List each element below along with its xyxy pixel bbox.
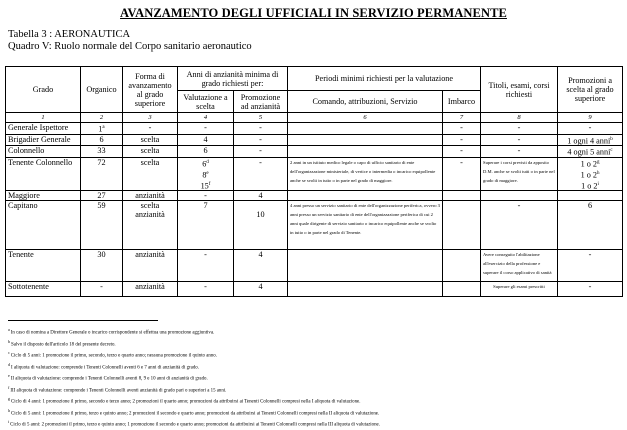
header-valutazione: Valutazione a scelta [178,91,234,113]
cell-organico: 59 [81,201,123,250]
cell-grado: Tenente Colonnello [6,158,81,191]
cell-imbarco: - [443,158,481,191]
cell-forma: anzianità [123,191,178,201]
cell-grado: Sottotenente [6,282,81,297]
cell-imbarco: - [443,134,481,146]
table-row [6,201,623,250]
column-number-row [6,113,623,123]
cell-organico: 72 [81,158,123,191]
cell-promozioni: 6 [558,201,623,250]
footnote-divider [8,320,158,321]
cell-grado: Tenente [6,250,81,282]
cell-promozioni [558,191,623,201]
cell-titoli: - [481,134,558,146]
cell-forma: anzianità [123,282,178,297]
cell-promozioni: - [558,250,623,282]
cell-anzianita: 4 [234,191,288,201]
header-organico: Organico [81,67,123,113]
col-num: 8 [481,113,558,123]
table-row [6,123,623,135]
footnote: $^a$In caso di nomina a Direttore Generale o incarico corrispondente si effettua una promozione aggiuntiva. [8,327,215,336]
cell-grado: Generale Ispettore [6,123,81,135]
cell-titoli: Superare i corsi previsti da apposito D.M. anche se svolti tutti o in parte nel grado di maggiore. [481,158,558,191]
cell-comando [288,250,443,282]
cell-organico: - [81,282,123,297]
cell-imbarco: - [443,123,481,135]
table-row [6,146,623,158]
cell-anzianita: - [234,134,288,146]
cell-titoli: - [481,123,558,135]
cell-organico: 30 [81,250,123,282]
cell-titoli: Superare gli esami prescritti [481,282,558,297]
table-row [6,282,623,297]
cell-valutazione: 4 [178,134,234,146]
header-grado: Grado [6,67,81,113]
cell-promozioni: 1 ogni 4 anni$^b$ [558,134,623,146]
col-num: 3 [123,113,178,123]
cell-valutazione: - [178,282,234,297]
cell-titoli: - [481,146,558,158]
col-num: 7 [443,113,481,123]
header-comando: Comando, attribuzioni, Servizio [288,91,443,113]
cell-forma: scelta anzianità [123,201,178,250]
cell-grado: Capitano [6,201,81,250]
cell-valutazione: 6 [178,146,234,158]
cell-comando [288,123,443,135]
cell-forma: scelta [123,134,178,146]
cell-comando: 2 anni in un istituto medico legale o capo di ufficio sanitario di ente dell'organizzazione ministeriale, di vertice o intermedia o incarico equipollente anche se svolti in tutto o in parte nel grado di maggiore. [288,158,443,191]
cell-forma: scelta [123,158,178,191]
cell-organico: 33 [81,146,123,158]
cell-forma: - [123,123,178,135]
col-num: 6 [288,113,443,123]
header-forma: Forma di avanzamento al grado superiore [123,67,178,113]
cell-forma: scelta [123,146,178,158]
header-periodi: Periodi minimi richiesti per la valutazione [288,67,481,91]
footnote: $^c$Ciclo di 5 anni: 1 promozione il primo, secondo, terzo e quarto anno; nessuna promozione il quinto anno. [8,350,217,359]
cell-valutazione: 7 [178,201,234,250]
cell-valutazione: - [178,191,234,201]
cell-valutazione: - [178,250,234,282]
advancement-table [5,66,623,297]
col-num: 1 [6,113,81,123]
header-promozioni: Promozioni a scelta al grado superiore [558,67,623,113]
cell-imbarco [443,201,481,250]
header-titoli: Titoli, esami, corsi richiesti [481,67,558,113]
header-promozione-anz: Promozione ad anzianità [234,91,288,113]
cell-promozioni: 4 ogni 5 anni$^c$ [558,146,623,158]
footnote: $^f$III aliquota di valutazione: comprende i Tenenti Colonnelli aventi anzianità di grado pari o superiori a 15 anni. [8,384,227,394]
header-anni: Anni di anzianità minima di grado richiesti per: [178,67,288,91]
table-row [6,250,623,282]
cell-titoli [481,191,558,201]
cell-imbarco [443,282,481,297]
footnote: $^h$Ciclo di 5 anni: 1 promozione il primo, terzo e quinto anno; 2 promozioni il secondo e quarto anno; promozioni da attribuirsi ai Tenenti Colonnelli compresi nella II aliquota di valutazione. [8,407,380,417]
quadro-label: Quadro V: Ruolo normale del Corpo sanitario aeronautico [8,41,252,52]
cell-imbarco [443,250,481,282]
cell-valutazione: - [178,123,234,135]
footnotes [8,326,608,430]
cell-organico: 1$^a$ [81,123,123,135]
cell-forma: anzianità [123,250,178,282]
footnote: $^i$Ciclo di 5 anni: 2 promozioni il primo, terzo e quinto anno; 1 promozione il secondo e quarto anno; promozioni da attribuirsi ai Tenenti Colonnelli compresi nella III aliquota di valutazione. [8,419,380,428]
cell-promozioni: - [558,123,623,135]
cell-imbarco [443,191,481,201]
cell-comando [288,191,443,201]
cell-grado: Maggiore [6,191,81,201]
cell-anzianita: - [234,158,288,191]
cell-imbarco: - [443,146,481,158]
cell-organico: 6 [81,134,123,146]
cell-comando [288,282,443,297]
col-num: 9 [558,113,623,123]
cell-anzianita: 4 [234,250,288,282]
cell-anzianita: 10 [234,201,288,250]
footnote: $^d$I aliquota di valutazione: comprende i Tenenti Colonnelli aventi 6 e 7 anni di anzianità di grado. [8,361,199,371]
cell-promozioni: - [558,282,623,297]
cell-organico: 27 [81,191,123,201]
table-row [6,158,623,191]
cell-titoli: Avere conseguito l'abilitazione all'esercizio della professione e superare il corso applicativo di sanità [481,250,558,282]
footnote: $^b$Salvo il disposto dell'articolo 18 del presente decreto. [8,338,116,348]
cell-promozioni: 1 o 2$^g$ 1 o 2$^h$ 1 o 2$^i$ [558,158,623,191]
col-num: 5 [234,113,288,123]
cell-grado: Brigadier Generale [6,134,81,146]
cell-titoli: - [481,201,558,250]
page-title: AVANZAMENTO DEGLI UFFICIALI IN SERVIZIO PERMANENTE [120,6,507,20]
cell-valutazione: 6$^d$ 8e 15$^f$ [178,158,234,191]
col-num: 4 [178,113,234,123]
table-label: Tabella 3 : AERONAUTICA [8,29,131,40]
cell-comando [288,146,443,158]
footnote: $^g$Ciclo di 4 anni: 1 promozione il primo, secondo e terzo anno; 2 promozioni il quarto anno; promozioni da attribuirsi ai Tenenti Colonnelli compresi nella I aliquota di valutazione. [8,396,361,405]
cell-comando [288,134,443,146]
table-row [6,134,623,146]
cell-comando: 4 anni presso un servizio sanitario di ente dell'organizzazione periferica, ovvero 3 anni presso un servizio sanitario di ente dell'organizzazione periferica di cui 2 anni quale dirigente di servizio sanitario o incarico equipollente anche se svolto in tutto o in parte nel grado di Tenente. [288,201,443,250]
cell-anzianita: - [234,146,288,158]
col-num: 2 [81,113,123,123]
table-row [6,191,623,201]
footnote: $^e$II aliquota di valutazione: comprende i Tenenti Colonnelli aventi 8, 9 e 10 anni di anzianità di grado. [8,373,208,382]
cell-anzianita: - [234,123,288,135]
cell-anzianita: 4 [234,282,288,297]
cell-grado: Colonnello [6,146,81,158]
header-imbarco: Imbarco [443,91,481,113]
